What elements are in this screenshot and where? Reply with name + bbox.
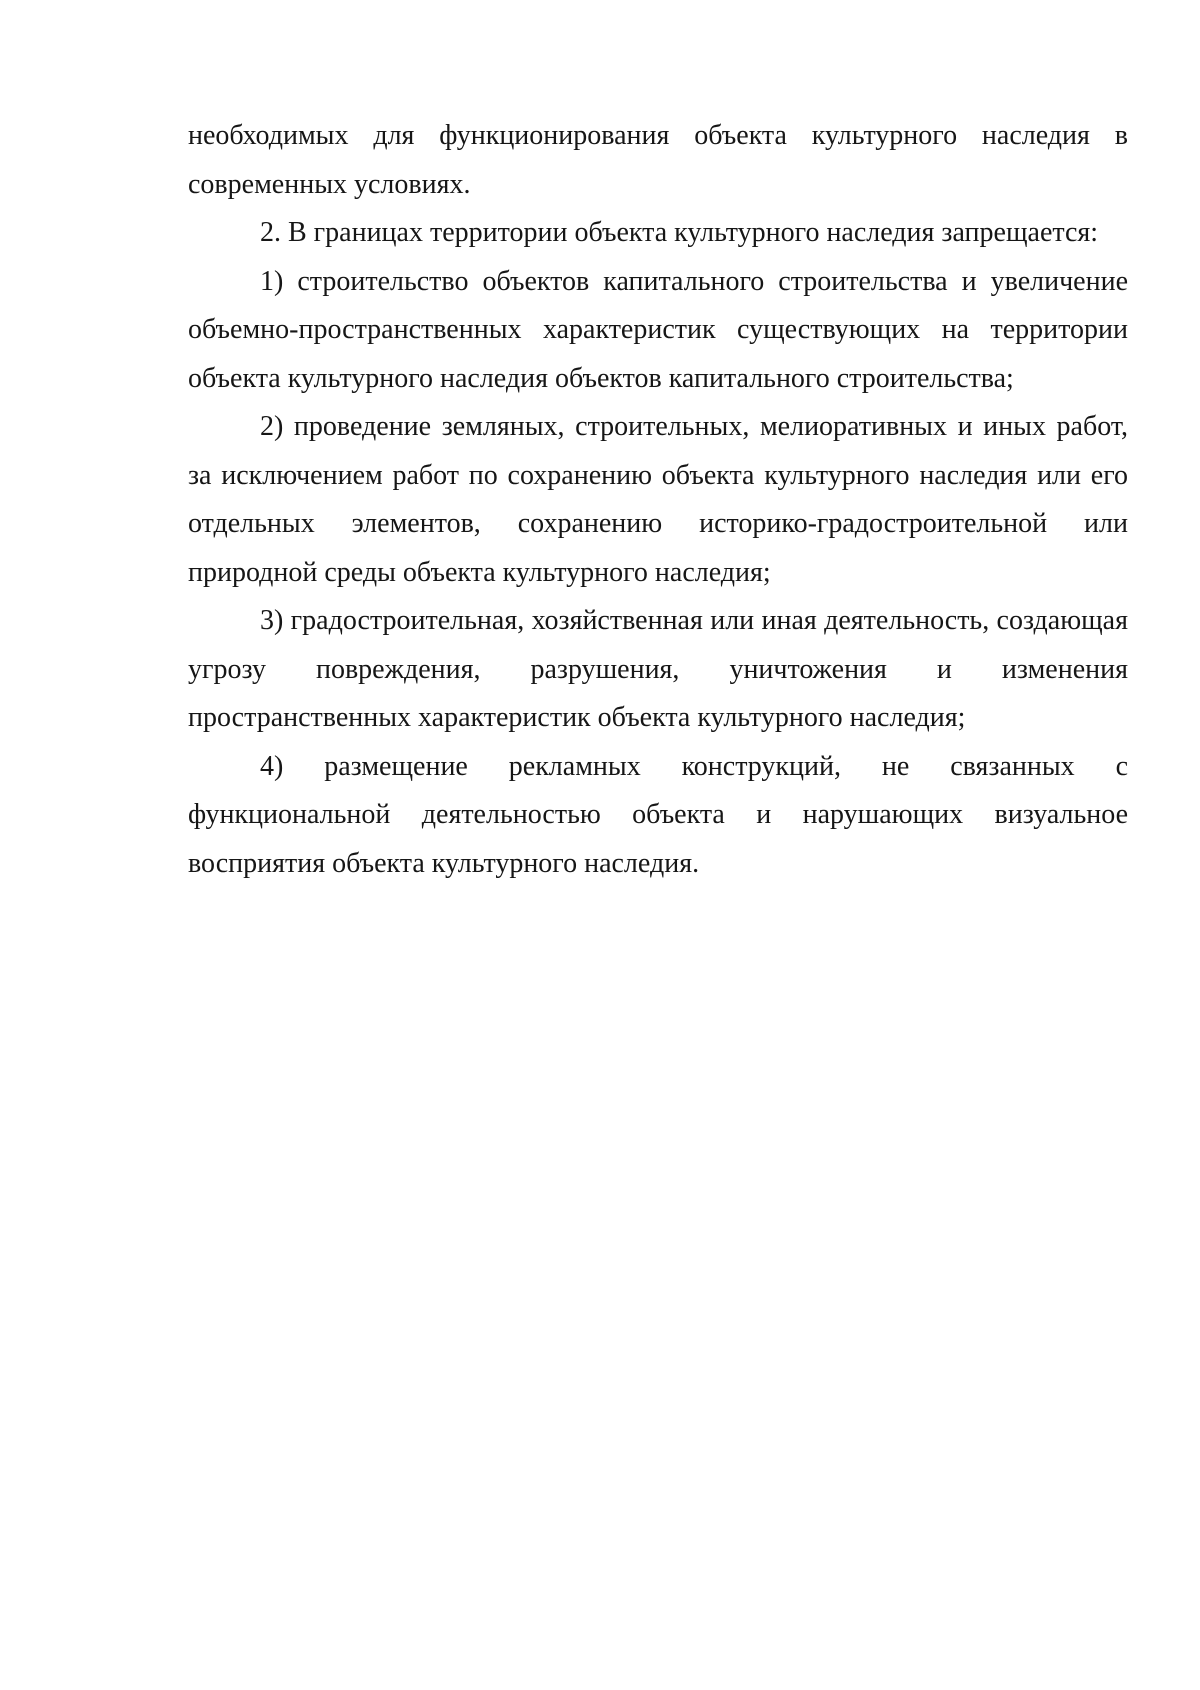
paragraph-item-1: 1) строительство объектов капитального строительства и увеличение объемно-пространственных характеристик существующих на территории объекта культурного наследия объектов капитального строительства; xyxy=(188,265,1128,394)
paragraph-item-4: 4) размещение рекламных конструкций, не связанных с функциональной деятельностью объекта и нарушающих визуальное восприятия объекта культурного наследия. xyxy=(188,750,1128,879)
paragraph-item-3: 3) градостроительная, хозяйственная или иная деятельность, создающая угрозу повреждения, разрушения, уничтожения и изменения пространственных характеристик объекта культурного наследия; xyxy=(188,605,1128,733)
paragraph-item-2: 2) проведение земляных, строительных, мелиоративных и иных работ, за исключением работ по сохранению объекта культурного наследия или его отдельных элементов, сохранению историко-градостроительной или природной среды объекта культурного наследия; xyxy=(188,411,1128,588)
paragraph-section-2: 2. В границах территории объекта культурного наследия запрещается: xyxy=(260,217,1099,248)
document-body xyxy=(188,112,1128,888)
paragraph-continuation: необходимых для функционирования объекта культурного наследия в современных условиях. xyxy=(188,120,1128,200)
